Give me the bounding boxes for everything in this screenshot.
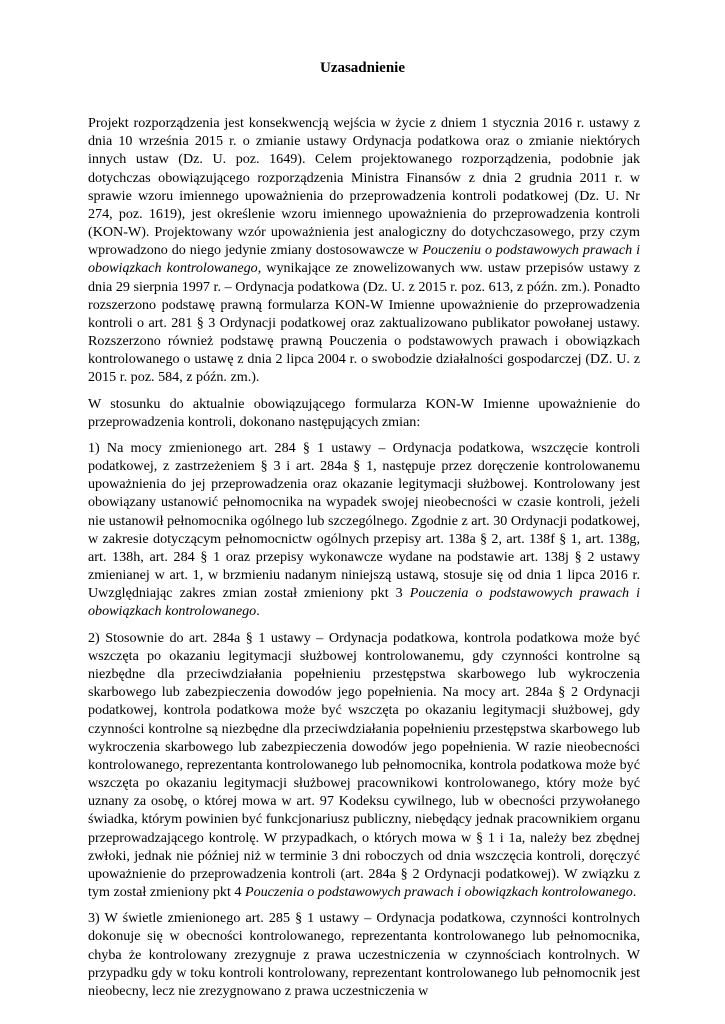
italic-reference: Pouczenia o podstawowych prawach i obowiązkach kontrolowanego: [244, 884, 633, 901]
paragraph-change-2: [88, 629, 640, 902]
paragraph-text: Projekt rozporządzenia jest konsekwencją wejścia w życie z dniem 1 stycznia 2016 r. ustawy z dnia 10 września 2015 r. o zmianie ustawy Ordynacja podatkowa oraz o zmianie niektórych innych ustaw (Dz. U. poz. 1649). Celem projektowanego rozporządzenia, podobnie jak dotychczas obowiązującego rozporządzenia Ministra Finansów z dnia 2 grudnia 2011 r. w sprawie wzoru imiennego upoważnienia do przeprowadzenia kontroli podatkowej (Dz. U. Nr 274, poz. 1619), jest określenie wzoru imiennego upoważnienia do przeprowadzenia kontroli (KON-W). Projektowany wzór upoważnienia jest analogiczny do dotychczasowego, przy czym wprowadzono do niego jedynie zmiany dostosowawcze w: [88, 115, 640, 259]
paragraph-change-3: [88, 909, 640, 1000]
paragraph-text: 2) Stosownie do art. 284a § 1 ustawy – Ordynacja podatkowa, kontrola podatkowa może być wszczęta po okazaniu legitymacji służbowej kontrolowanemu, gdy czynności kontrolne są niezbędne dla przeciwdziałania popełnieniu przestępstwa skarbowego lub wykroczenia skarbowego lub zabezpieczenia dowodów jego popełnienia. Na mocy art. 284a § 2 Ordynacji podatkowej, kontrola podatkowa może być wszczęta po okazaniu legitymacji służbowej, gdy czynności kontrolne są niezbędne dla przeciwdziałania popełnieniu przestępstwa skarbowego lub wykroczenia skarbowego lub zabezpieczenia dowodów jego popełnienia. W razie nieobecności kontrolowanego, reprezentanta kontrolowanego lub pełnomocnika, kontrola podatkowa może być wszczęta po okazaniu legitymacji służbowej pracownikowi kontrolowanego, który może być uznany za osobę, o której mowa w art. 97 Kodeksu cywilnego, lub w obecności przywołanego świadka, którym powinien być funkcjonariusz publiczny, niebędący jednak pracownikiem organu przeprowadzającego kontrolę. W przypadkach, o których mowa w § 1 i 1a, należy bez zbędnej zwłoki, jednak nie później niż w terminie 3 dni roboczych od dnia wszczęcia kontroli, doręczyć upoważnienie do przeprowadzenia kontroli (art. 284a § 2 Ordynacji podatkowej). W związku z tym został zmieniony pkt 4: [88, 629, 640, 901]
paragraph-text: 1) Na mocy zmienionego art. 284 § 1 ustawy – Ordynacja podatkowa, wszczęcie kontroli podatkowej, z zastrzeżeniem § 3 i art. 284a § 1, następuje przez doręczenie kontrolowanemu upoważnienia do jej przeprowadzenia oraz okazanie legitymacji służbowej. Kontrolowany jest obowiązany ustanowić pełnomocnika na wypadek swojej nieobecności w czasie kontroli, jeżeli nie ustanowił pełnomocnika ogólnego lub szczególnego. Zgodnie z art. 30 Ordynacji podatkowej, w zakresie dotyczącym pełnomocnictw ogólnych przepisy art. 138a § 2, art. 138f § 1, art. 138g, art. 138h, art. 284 § 1 oraz przepisy wykonawcze wydane na podstawie art. 138j § 2 ustawy zmienianej w art. 1, w brzmieniu nadanym niniejszą ustawą, stosuje się od dnia 1 lipca 2016 r. Uwzględniając zakres zmian został zmieniony pkt 3: [88, 439, 640, 602]
paragraph-intro: [88, 114, 640, 387]
paragraph-text: W stosunku do aktualnie obowiązującego formularza KON-W Imienne upoważnienie do przeprowadzenia kontroli, dokonano następujących zmian:: [88, 395, 640, 430]
italic-reference: Pouczeniu o podstawowych prawach i obowiązkach kontrolowanego: [88, 242, 640, 277]
paragraph-text: .: [632, 884, 637, 901]
italic-reference: Pouczenia o podstawowych prawach i obowiązkach kontrolowanego: [88, 585, 640, 620]
paragraph-text: .: [256, 603, 260, 620]
paragraph-text: 3) W świetle zmienionego art. 285 § 1 ustawy – Ordynacja podatkowa, czynności kontrolnych dokonuje się w obecności kontrolowanego, reprezentanta kontrolowanego lub pełnomocnika, chyba że kontrolowany zrezygnuje z prawa uczestniczenia w czynnościach kontrolnych. W przypadku gdy w toku kontroli kontrolowany, reprezentant kontrolowanego lub pełnomocnik jest nieobecny, lecz nie zrezygnowano z prawa uczestniczenia w: [88, 910, 640, 999]
document-body: [88, 114, 640, 1008]
document-title: Uzasadnienie: [319, 60, 405, 76]
paragraph-change-1: [88, 439, 640, 621]
paragraph-text: , wynikające ze znowelizowanych ww. ustaw przepisów ustawy z dnia 29 sierpnia 1997 r. – Ordynacja podatkowa (Dz. U. z 2015 r. poz. 613, z późn. zm.). Ponadto rozszerzono podstawę prawną formularza KON-W Imienne upoważnienie do przeprowadzenia kontroli o art. 281 § 3 Ordynacji podatkowej oraz zaktualizowano publikator powołanej ustawy. Rozszerzono również podstawę prawną Pouczenia o podstawowych prawach i obowiązkach kontrolowanego o ustawę z dnia 2 lipca 2004 r. o swobodzie działalności gospodarczej (DZ. U. z 2015 r. poz. 584, z późn. zm.).: [88, 260, 640, 386]
paragraph-changes-intro: [88, 395, 640, 431]
